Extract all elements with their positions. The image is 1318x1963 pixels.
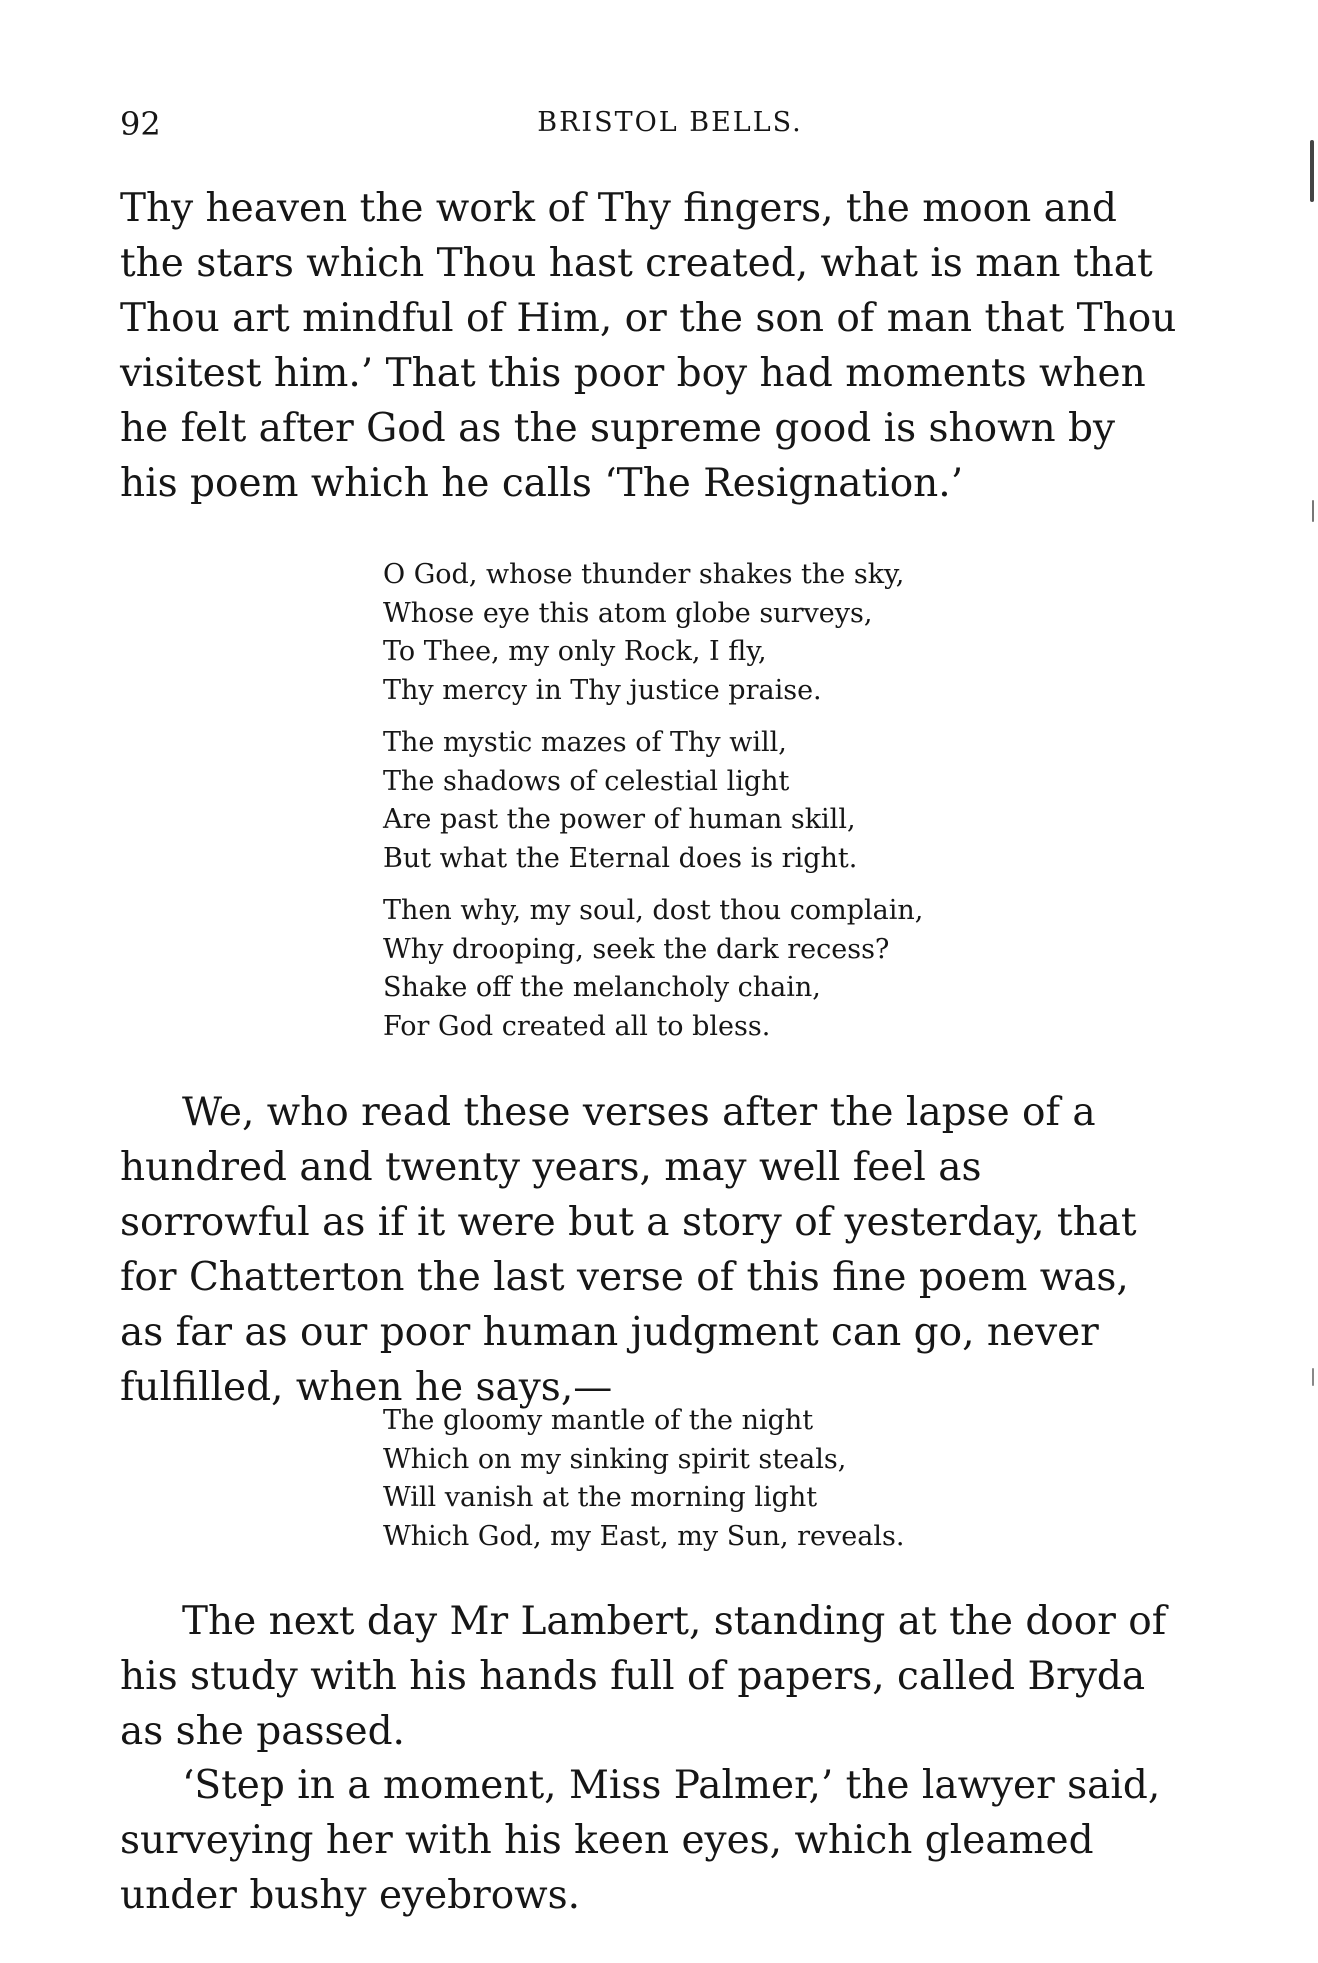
running-title: BRISTOL BELLS. <box>537 107 803 138</box>
verse-line: Thy mercy in Thy justice praise. <box>383 674 822 706</box>
verse-line: Whose eye this atom globe surveys, <box>383 597 873 629</box>
verse-line: The shadows of celestial light <box>383 765 790 797</box>
poem-quoted-verse <box>383 1402 983 1556</box>
page-header <box>120 105 1180 145</box>
verse-line: Will vanish at the morning light <box>383 1482 818 1513</box>
verse-line: The gloomy mantle of the night <box>383 1405 814 1436</box>
verse-line: O God, whose thunder shakes the sky, <box>383 559 905 590</box>
poem-resignation <box>383 556 983 1046</box>
verse-line: Which on my sinking spirit steals, <box>383 1443 847 1475</box>
verse-line: Which God, my East, my Sun, reveals. <box>383 1520 905 1552</box>
paragraph-3 <box>120 1594 1180 1759</box>
verse-line: For God created all to bless. <box>383 1010 771 1042</box>
scan-edge-mark <box>1312 500 1314 522</box>
verse-line: The mystic mazes of Thy will, <box>383 727 787 758</box>
paragraph-text: The next day Mr Lambert, standing at the door of his study with his hands full of papers, called Bryda as she passed. <box>120 1599 1167 1754</box>
stanza-3 <box>383 892 983 1046</box>
scan-edge-mark <box>1310 140 1314 202</box>
stanza-2 <box>383 724 983 878</box>
verse-line: To Thee, my only Rock, I fly, <box>383 636 767 667</box>
verse-line: Then why, my soul, dost thou complain, <box>383 895 924 926</box>
paragraph-text: ‘Step in a moment, Miss Palmer,’ the lawyer said, surveying her with his keen eyes, which gleamed under bushy eyebrows. <box>120 1763 1161 1918</box>
paragraph-text: We, who read these verses after the lapse of a hundred and twenty years, may well feel as sorrowful as if it were but a story of yesterday, that for Chatterton the last verse of this fine poem was, as far as our poor human judgment can go, never fulfilled, when he says,— <box>120 1090 1137 1410</box>
page-number: 92 <box>120 105 161 143</box>
verse-line: But what the Eternal does is right. <box>383 842 858 874</box>
paragraph-text: Thy heaven the work of Thy fingers, the moon and the stars which Thou hast created, what is man that Thou art mindful of Him, or the son of man that Thou visitest him.’ That this poor boy had moments when he felt after God as the supreme good is shown by his poem which he calls ‘The Resignation.’ <box>120 186 1177 506</box>
paragraph-1 <box>120 181 1180 511</box>
verse-line: Shake off the melancholy chain, <box>383 972 821 1003</box>
verse-line: Why drooping, seek the dark recess? <box>383 933 890 965</box>
stanza-1 <box>383 556 983 710</box>
scan-edge-mark <box>1312 1368 1314 1386</box>
paragraph-4 <box>120 1758 1180 1923</box>
stanza-quoted <box>383 1402 983 1556</box>
paragraph-2 <box>120 1085 1180 1415</box>
verse-line: Are past the power of human skill, <box>383 804 856 835</box>
